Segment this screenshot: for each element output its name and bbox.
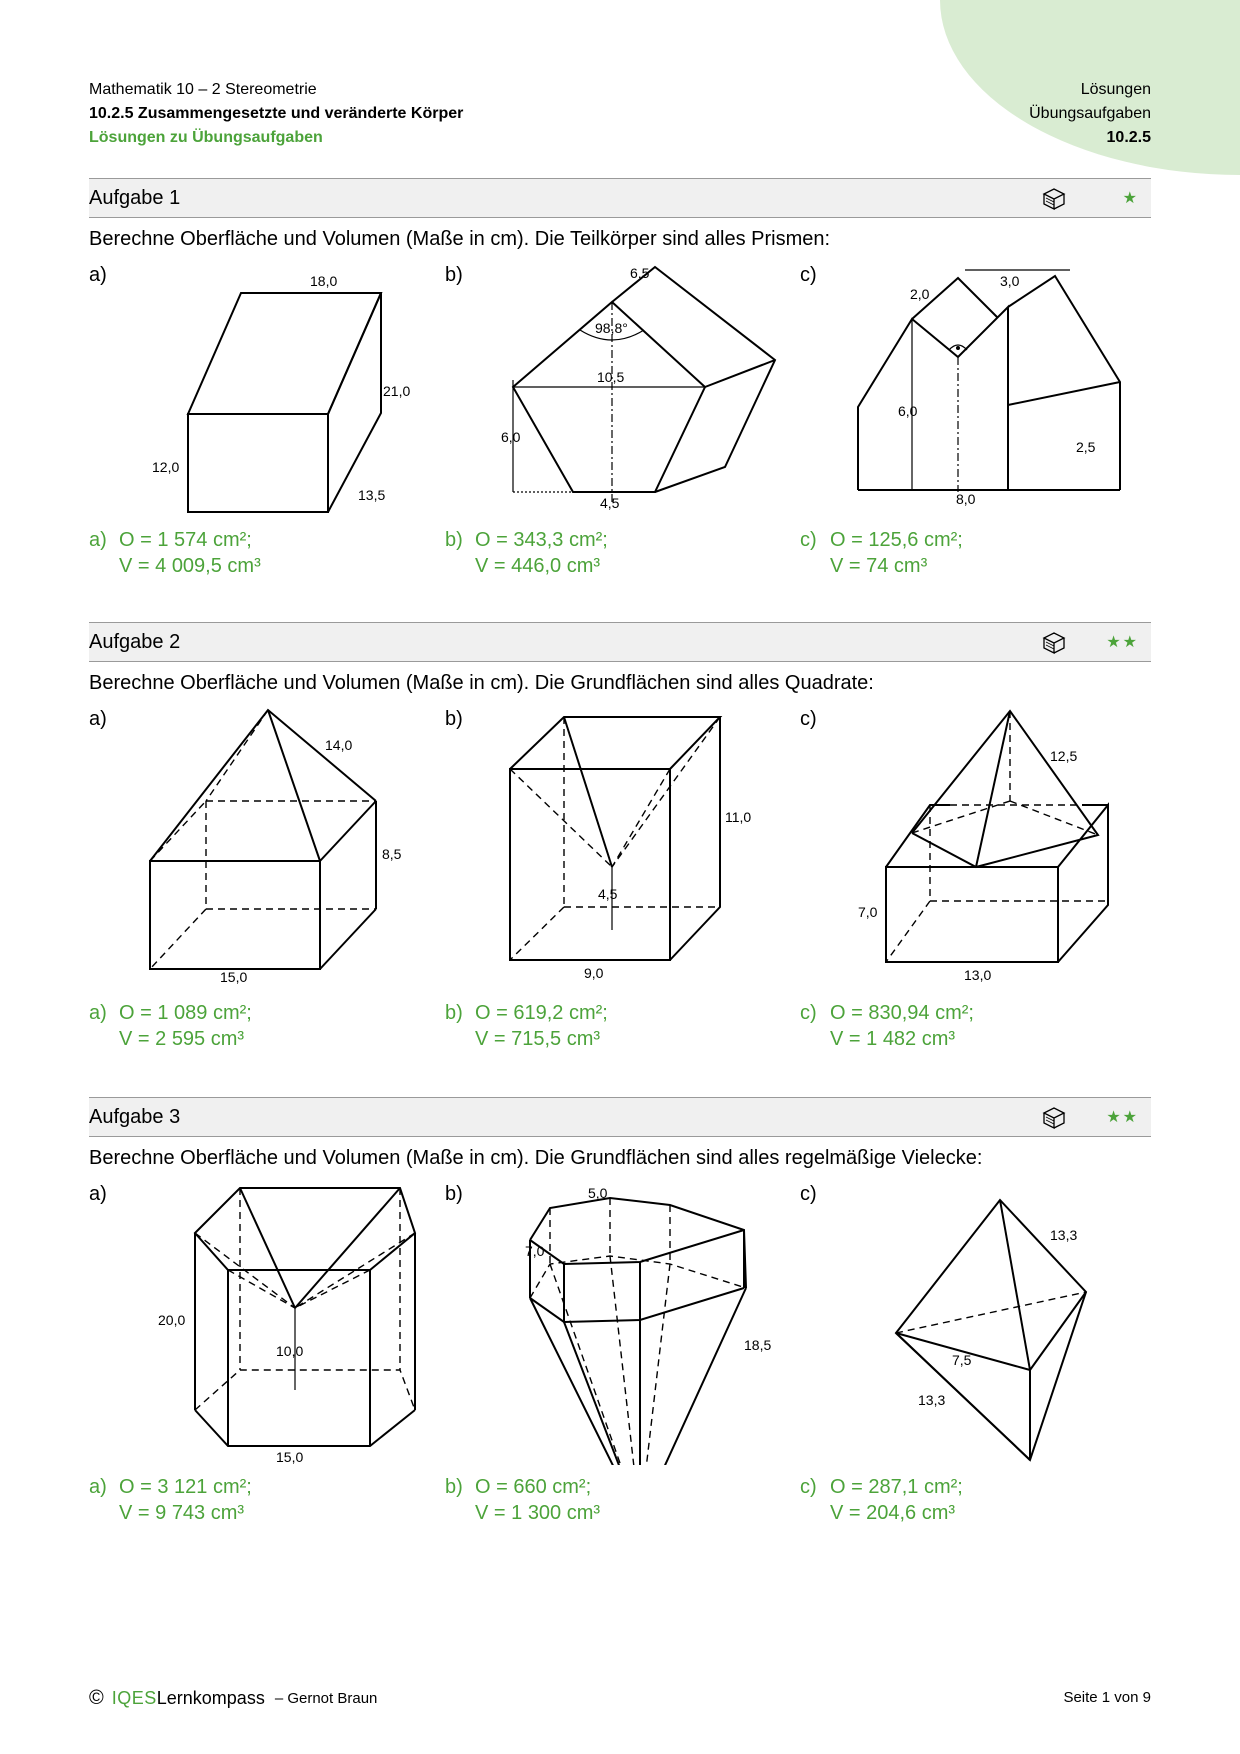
- answer-label: a): [89, 1476, 107, 1498]
- answer-1c: [800, 527, 963, 579]
- answer-volume: V = 1 482 cm³: [830, 1028, 956, 1050]
- task-1-prompt: Berechne Oberfläche und Volumen (Maße in cm). Die Teilkörper sind alles Prismen:: [89, 228, 831, 250]
- dim-label: 7,0: [858, 904, 878, 920]
- difficulty-stars: ★★: [1106, 634, 1139, 651]
- figure-1b-prism: [495, 262, 795, 512]
- answer-2b: [445, 1000, 608, 1052]
- answer-label: c): [800, 1476, 817, 1498]
- difficulty-stars: ★★: [1106, 1109, 1139, 1126]
- answer-volume: V = 446,0 cm³: [475, 555, 601, 577]
- answer-surface: O = 1 574 cm²;: [119, 529, 252, 551]
- page-number: Seite 1 von 9: [1063, 1689, 1151, 1706]
- answer-label: b): [445, 1002, 463, 1024]
- answer-surface: O = 1 089 cm²;: [119, 1002, 252, 1024]
- dim-label: 8,5: [382, 846, 402, 862]
- task-3-prompt: Berechne Oberfläche und Volumen (Maße in cm). Die Grundflächen sind alles regelmäßige Vielecke:: [89, 1147, 983, 1169]
- dim-label: 7,0: [525, 1243, 545, 1259]
- figure-3c-triangular-bipyramid: [870, 1180, 1140, 1465]
- fig-1c-label: c): [800, 264, 817, 286]
- dim-label: 6,0: [898, 403, 918, 419]
- task-title: Aufgabe 2: [89, 631, 181, 653]
- answer-label: a): [89, 529, 107, 551]
- task-2-header: [89, 622, 1151, 662]
- figure-2a-pyramid-on-cube: [140, 705, 420, 990]
- answer-surface: O = 3 121 cm²;: [119, 1476, 252, 1498]
- answer-label: b): [445, 1476, 463, 1498]
- answer-volume: V = 2 595 cm³: [119, 1028, 245, 1050]
- dim-label: 10,5: [597, 369, 625, 385]
- answer-volume: V = 9 743 cm³: [119, 1502, 245, 1524]
- copyright-icon: ©: [89, 1687, 104, 1709]
- dim-label: 3,0: [1000, 273, 1020, 289]
- header-right-line3: 10.2.5: [1106, 129, 1151, 146]
- figure-3a-hexagonal-prism: [150, 1180, 420, 1465]
- subject-line: Mathematik 10 – 2 Stereometrie: [89, 81, 317, 98]
- lernkompass-logo-text: Lernkompass: [156, 1688, 265, 1708]
- dim-label: 9,0: [584, 965, 604, 981]
- dim-label: 18,0: [310, 273, 338, 289]
- difficulty-stars: ★: [1122, 190, 1139, 207]
- answer-surface: O = 287,1 cm²;: [830, 1476, 963, 1498]
- dim-label: 13,3: [918, 1392, 946, 1408]
- dim-label: 10,0: [276, 1343, 304, 1359]
- answer-volume: V = 1 300 cm³: [475, 1502, 601, 1524]
- fig-1a-label: a): [89, 264, 107, 286]
- task-title: Aufgabe 3: [89, 1106, 181, 1128]
- answer-surface: O = 660 cm²;: [475, 1476, 592, 1498]
- fig-3b-label: b): [445, 1183, 463, 1205]
- fig-1b-label: b): [445, 264, 463, 286]
- header-right-line2: Übungsaufgaben: [1029, 105, 1151, 122]
- right-angle-dot: [956, 346, 960, 350]
- dim-label: 15,0: [220, 969, 248, 985]
- answer-label: a): [89, 1002, 107, 1024]
- dim-label: 20,0: [158, 1312, 186, 1328]
- figure-2c-pyramid-on-cuboid: [850, 705, 1140, 990]
- dim-label: 12,0: [152, 459, 180, 475]
- dim-label: 12,5: [1050, 748, 1078, 764]
- figure-1c-prism: [850, 262, 1140, 512]
- dim-label: 7,5: [952, 1352, 972, 1368]
- answer-1a: [89, 527, 261, 579]
- fig-3c-label: c): [800, 1183, 817, 1205]
- answer-label: c): [800, 529, 817, 551]
- header-right: [1029, 78, 1151, 150]
- dim-label: 4,5: [600, 495, 620, 511]
- figure-2b-cube-with-pyramid-hollow: [500, 705, 780, 990]
- figure-1a-prism: [140, 260, 420, 520]
- dim-label: 2,0: [910, 286, 930, 302]
- task-1-header: [89, 178, 1151, 218]
- answer-volume: V = 74 cm³: [830, 555, 928, 577]
- answer-volume: V = 4 009,5 cm³: [119, 555, 261, 577]
- dim-label: 6,0: [501, 429, 521, 445]
- fig-2c-label: c): [800, 708, 817, 730]
- answer-3c: [800, 1474, 963, 1526]
- dim-label: 13,3: [1050, 1227, 1078, 1243]
- answer-surface: O = 125,6 cm²;: [830, 529, 963, 551]
- dim-label: 98,8°: [595, 320, 628, 336]
- book-icon: [1041, 186, 1067, 210]
- fig-2b-label: b): [445, 708, 463, 730]
- fig-3a-label: a): [89, 1183, 107, 1205]
- answer-volume: V = 715,5 cm³: [475, 1028, 601, 1050]
- dim-label: 18,5: [744, 1337, 772, 1353]
- book-icon: [1041, 630, 1067, 654]
- dim-label: 13,0: [964, 967, 992, 983]
- header-right-line1: Lösungen: [1080, 81, 1151, 98]
- answer-3a: [89, 1474, 252, 1526]
- answer-surface: O = 619,2 cm²;: [475, 1002, 608, 1024]
- dim-label: 8,0: [956, 491, 976, 507]
- dim-label: 4,5: [598, 886, 618, 902]
- dim-label: 21,0: [383, 383, 411, 399]
- answer-volume: V = 204,6 cm³: [830, 1502, 956, 1524]
- subtitle-line: Lösungen zu Übungsaufgaben: [89, 129, 323, 146]
- task-3-header: [89, 1097, 1151, 1137]
- task-title: Aufgabe 1: [89, 187, 181, 209]
- answer-surface: O = 830,94 cm²;: [830, 1002, 974, 1024]
- answer-2c: [800, 1000, 974, 1052]
- book-icon: [1041, 1105, 1067, 1129]
- figure-3b-octagonal-prism-pyramid: [500, 1180, 790, 1465]
- dim-label: 13,5: [358, 487, 386, 503]
- dim-label: 6,5: [630, 265, 650, 281]
- answer-3b: [445, 1474, 600, 1526]
- answer-1b: [445, 527, 608, 579]
- footer-branding: [89, 1687, 377, 1710]
- fig-2a-label: a): [89, 708, 107, 730]
- answer-2a: [89, 1000, 252, 1052]
- author: – Gernot Braun: [274, 1690, 378, 1707]
- dim-label: 5,0: [588, 1185, 608, 1201]
- dim-label: 14,0: [325, 737, 353, 753]
- iqes-logo-text: IQES: [111, 1688, 157, 1708]
- answer-label: c): [800, 1002, 817, 1024]
- answer-label: b): [445, 529, 463, 551]
- answer-surface: O = 343,3 cm²;: [475, 529, 608, 551]
- task-2-prompt: Berechne Oberfläche und Volumen (Maße in cm). Die Grundflächen sind alles Quadrate:: [89, 672, 874, 694]
- dim-label: 2,5: [1076, 439, 1096, 455]
- chapter-line: 10.2.5 Zusammengesetzte und veränderte Körper: [89, 105, 464, 122]
- dim-label: 11,0: [725, 809, 752, 825]
- header-left: [89, 78, 463, 150]
- dim-label: 15,0: [276, 1449, 304, 1465]
